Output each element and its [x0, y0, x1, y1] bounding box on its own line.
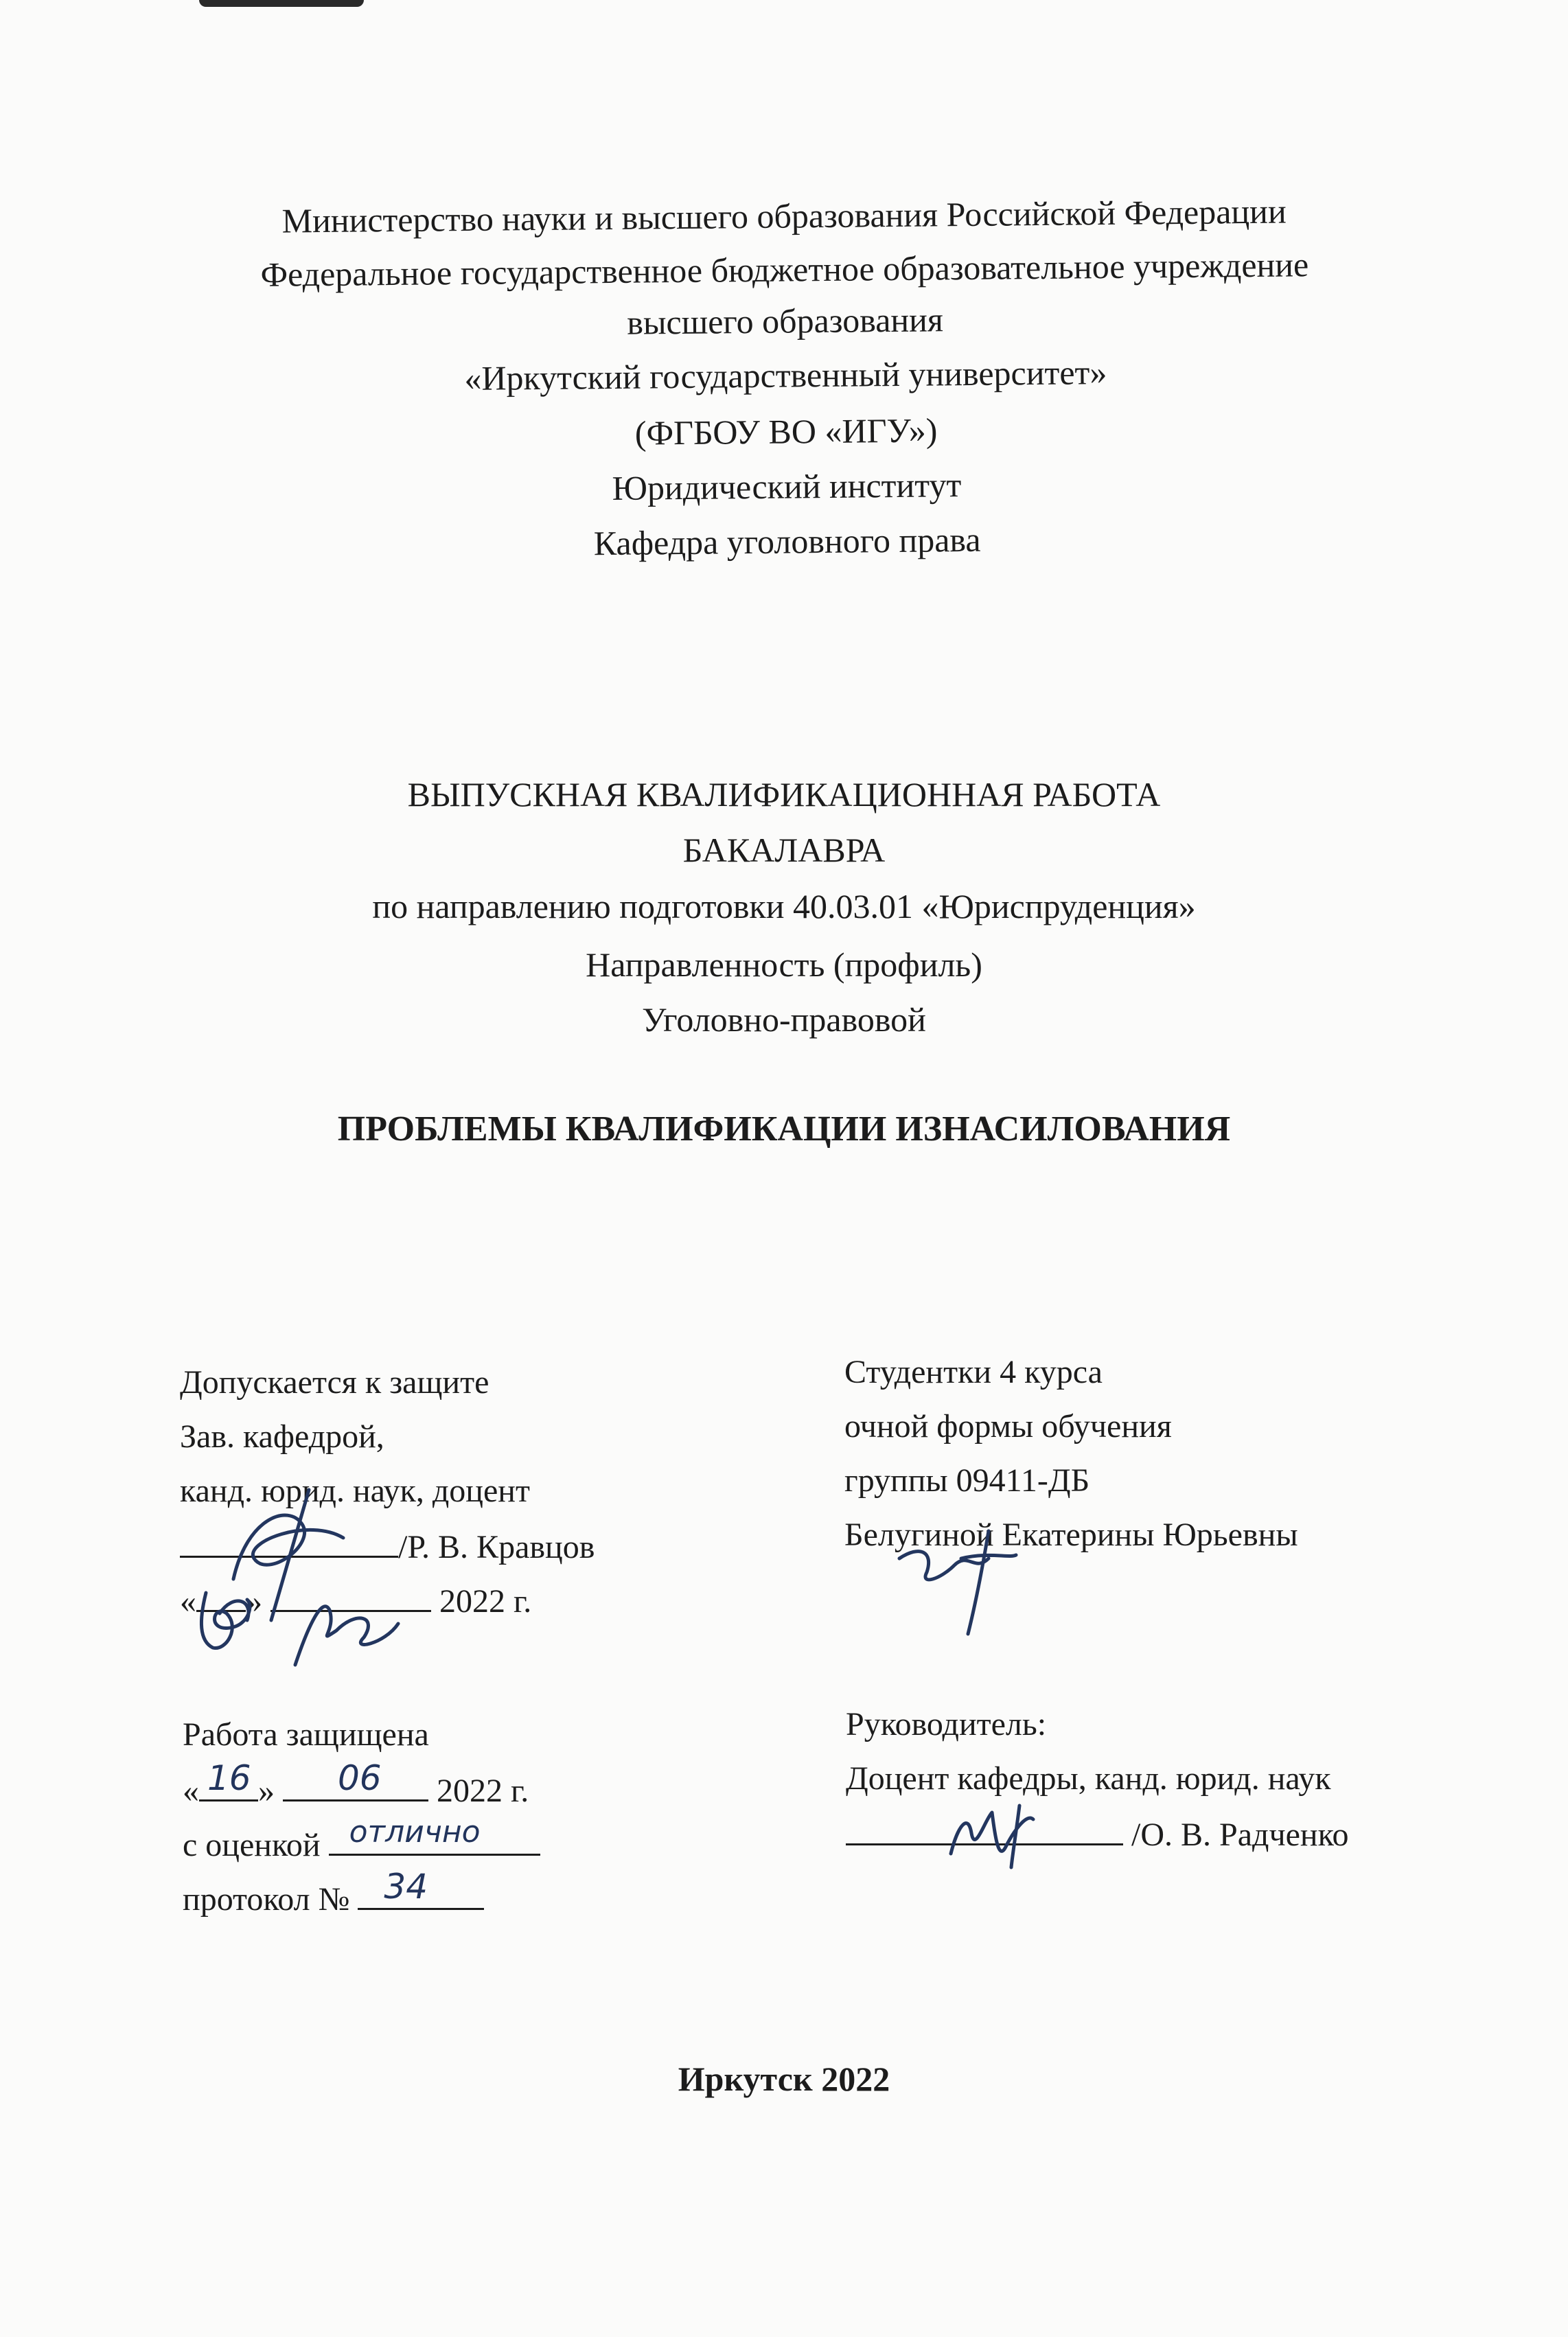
education-level-line: высшего образования [627, 300, 944, 342]
defense-block [183, 1715, 540, 1932]
protocol-label: протокол № [183, 1881, 350, 1918]
supervisor-position: Доцент кафедры, канд. юрид. наук [846, 1760, 1331, 1797]
admission-month-handwriting [275, 1582, 412, 1679]
title-header [0, 0, 1568, 625]
department-line: Кафедра уголовного права [593, 520, 981, 563]
grade-value: отлично [349, 1815, 481, 1850]
admission-day-handwriting [178, 1579, 281, 1661]
defense-day-blank [199, 1758, 258, 1801]
institute-line: Юридический институт [612, 465, 962, 507]
admission-line2: Зав. кафедрой, [180, 1418, 384, 1455]
protocol-blank [358, 1867, 484, 1910]
ministry-line: Министерство науки и высшего образования Российской Федерации [281, 192, 1287, 240]
university-name-line: «Иркутский государственный университет» [464, 353, 1107, 398]
profile-label-line: Направленность (профиль) [586, 945, 982, 984]
direction-line: по направлению подготовки 40.03.01 «Юриспруденция» [372, 887, 1196, 925]
grade-line [183, 1815, 540, 1878]
supervisor-signatory: /О. В. Радченко [1131, 1817, 1349, 1853]
protocol-line [183, 1867, 540, 1932]
student-line3: группы 09411-ДБ [844, 1462, 1090, 1499]
city-year: Иркутск 2022 [678, 2060, 890, 2098]
defense-line1: Работа защищена [183, 1716, 429, 1753]
defense-month-blank [283, 1758, 428, 1801]
student-name: Белугиной Екатерины Юрьевны [844, 1517, 1298, 1553]
student-line2: очной формы обучения [844, 1408, 1172, 1444]
defense-day: 16 [207, 1758, 251, 1798]
admission-line1: Допускается к защите [180, 1364, 489, 1401]
admission-signatory: /Р. В. Кравцов [398, 1529, 595, 1565]
student-signature [886, 1517, 1023, 1641]
supervisor-block [846, 1705, 1348, 1867]
defense-year: 2022 г. [437, 1773, 529, 1809]
admission-line3: канд. юрид. наук, доцент [180, 1473, 530, 1509]
student-line1: Студентки 4 курса [844, 1354, 1103, 1390]
quote-close: » [246, 1583, 262, 1620]
supervisor-label: Руководитель: [846, 1706, 1047, 1742]
thesis-title: ПРОБЛЕМЫ КВАЛИФИКАЦИИ ИЗНАСИЛОВАНИЯ [337, 1109, 1231, 1149]
institution-type-line: Федеральное государственное бюджетное образовательное учреждение [260, 245, 1309, 294]
quote-open: « [183, 1773, 199, 1809]
profile-value-line: Уголовно-правовой [642, 1000, 926, 1039]
grade-label: с оценкой [183, 1827, 321, 1863]
protocol-number: 34 [384, 1867, 428, 1907]
defense-month: 06 [338, 1758, 382, 1798]
supervisor-signature-line [846, 1813, 1348, 1867]
abbreviation-line: (ФГБОУ ВО «ИГУ») [634, 411, 938, 452]
supervisor-signature [930, 1799, 1054, 1874]
quote-close: » [258, 1773, 275, 1809]
quote-open: « [180, 1583, 196, 1620]
work-type-line1: ВЫПУСКНАЯ КВАЛИФИКАЦИОННАЯ РАБОТА [407, 775, 1161, 814]
admission-year: 2022 г. [439, 1583, 532, 1620]
grade-blank [329, 1815, 540, 1856]
work-type-line2: БАКАЛАВРА [682, 831, 886, 869]
